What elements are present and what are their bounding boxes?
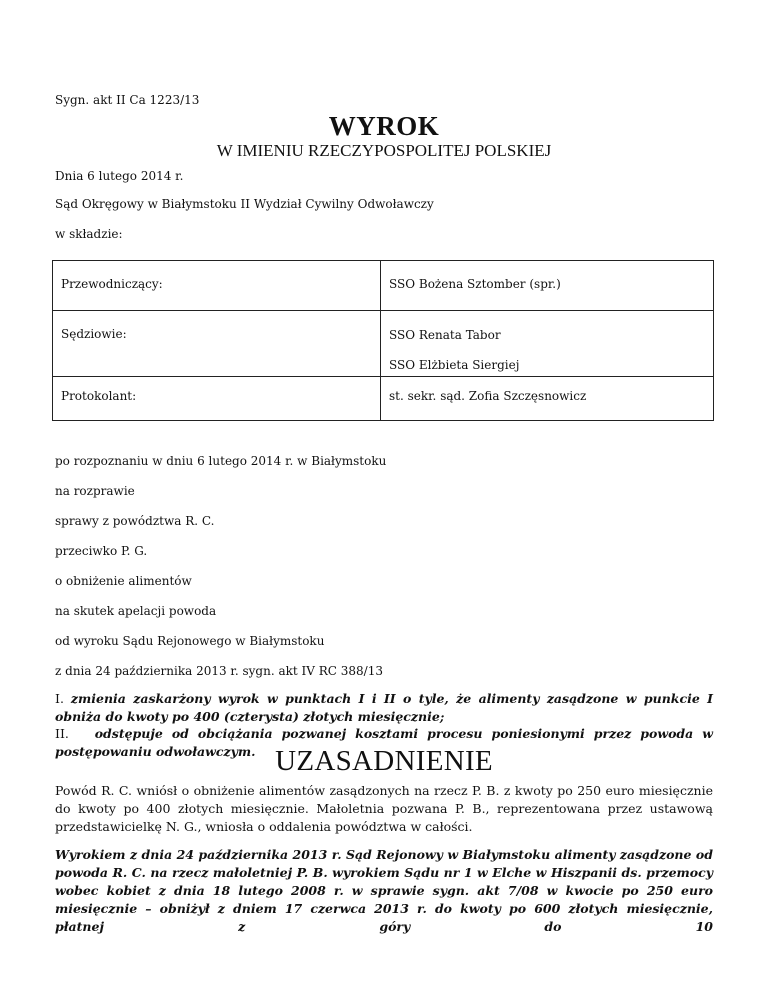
judge-2: SSO Elżbieta Siergiej [389, 358, 520, 372]
ruling-text: zmienia zaskarżony wyrok w punktach I i II o tyle, że alimenty zasądzone w punkcie I obniża do kwoty po 400 (czterysta) złotych miesięcznie; [55, 691, 713, 724]
proceedings-line: na rozprawie [55, 484, 135, 498]
judgment-date: Dnia 6 lutego 2014 r. [55, 169, 184, 183]
clerk-value: st. sekr. sąd. Zofia Szczęsnowicz [381, 377, 714, 421]
proceedings-line: od wyroku Sądu Rejonowego w Białymstoku [55, 634, 325, 648]
justification-title: UZASADNIENIE [275, 745, 493, 777]
proceedings-line: po rozpoznaniu w dniu 6 lutego 2014 r. w Białymstoku [55, 454, 387, 468]
ruling-number: II. [55, 726, 69, 741]
judge-1: SSO Renata Tabor [389, 328, 501, 342]
table-row [53, 377, 714, 421]
proceedings-line: przeciwko P. G. [55, 544, 148, 558]
document-title: WYROK [328, 111, 440, 141]
table-row [53, 261, 714, 311]
justification-paragraph: Wyrokiem z dnia 24 października 2013 r. Sąd Rejonowy w Białymstoku alimenty zasądzone od powoda R. C. na rzecz małoletniej P. B. wyrokiem Sądu nr 1 w Elche w Hiszpanii ds. przemocy wobec kobiet z dnia 18 lutego 2008 r. w sprawie sygn. akt 7/08 w kwocie po 250 euro miesięcznie – obniżył z dniem 17 czerwca 2013 r. do kwoty po 600 złotych miesięcznie, płatnej z góry do 10 [55, 847, 713, 934]
ruling-point-i [55, 690, 713, 726]
clerk-label: Protokolant: [53, 377, 381, 421]
composition-label: w składzie: [55, 227, 123, 241]
proceedings-line: o obniżenie alimentów [55, 574, 192, 588]
court-name: Sąd Okręgowy w Białymstoku II Wydział Cywilny Odwoławczy [55, 197, 434, 211]
document-subtitle: W IMIENIU RZECZYPOSPOLITEJ POLSKIEJ [216, 141, 552, 160]
chair-label: Przewodniczący: [53, 261, 381, 311]
ruling-text: odstępuje od obciążania pozwanej kosztami procesu poniesionymi przez powoda w postępowaniu odwoławczym. [55, 726, 714, 759]
justification-paragraph: Powód R. C. wniósł o obniżenie alimentów zasądzonych na rzecz P. B. z kwoty po 250 euro miesięcznie do kwoty po 400 złotych miesięcznie. Małoletnia pozwana P. B., reprezentowana przez ustawową przedstawicielkę N. G., wniosła o oddalenia powództwa w całości. [55, 783, 713, 834]
table-row [53, 311, 714, 377]
case-signature: Sygn. akt II Ca 1223/13 [55, 93, 200, 107]
proceedings-line: sprawy z powództwa R. C. [55, 514, 215, 528]
proceedings-line: z dnia 24 października 2013 r. sygn. akt IV RC 388/13 [55, 664, 383, 678]
chair-value: SSO Bożena Sztomber (spr.) [381, 261, 714, 311]
judges-label: Sędziowie: [53, 311, 381, 377]
ruling-number: I. [55, 691, 64, 706]
court-composition-table [52, 260, 714, 421]
proceedings-line: na skutek apelacji powoda [55, 604, 217, 618]
judges-value [381, 311, 714, 377]
